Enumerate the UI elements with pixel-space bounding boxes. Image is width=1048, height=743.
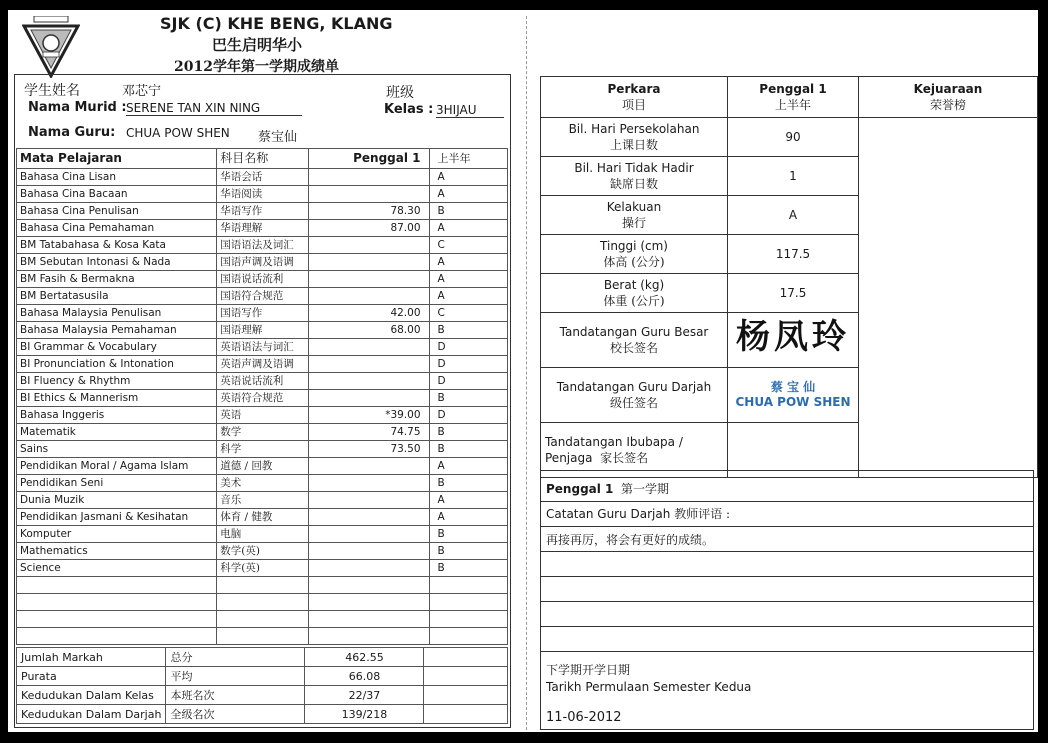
divider bbox=[541, 601, 1033, 602]
divider bbox=[541, 576, 1033, 577]
report-card-sheet bbox=[8, 10, 1038, 732]
subject-name: Bahasa Cina Lisan bbox=[17, 169, 217, 186]
subject-name-cn: 英语语法与词汇 bbox=[217, 339, 309, 356]
table-row bbox=[17, 492, 508, 509]
subject-mark: *39.00 bbox=[308, 407, 429, 424]
subject-mark bbox=[308, 254, 429, 271]
divider bbox=[541, 501, 1033, 502]
parent-sign-label-cn: 家长签名 bbox=[600, 451, 649, 465]
summary-value: 139/218 bbox=[305, 705, 424, 724]
stamp-name: CHUA POW SHEN bbox=[735, 395, 851, 409]
subject-name: Komputer bbox=[17, 526, 217, 543]
subjects-table bbox=[16, 148, 508, 645]
term-header: Penggal 1 bbox=[308, 149, 429, 169]
summary-label-cn: 总分 bbox=[166, 648, 305, 667]
stamp-name-cn: 蔡 宝 仙 bbox=[770, 380, 816, 394]
table-row bbox=[17, 526, 508, 543]
term-cn-header: 上半年 bbox=[774, 98, 811, 112]
table-row bbox=[17, 373, 508, 390]
subject-mark bbox=[308, 339, 429, 356]
subject-name: Mathematics bbox=[17, 543, 217, 560]
subject-mark: 42.00 bbox=[308, 305, 429, 322]
table-row bbox=[17, 305, 508, 322]
subject-name-cn: 华语会话 bbox=[217, 169, 309, 186]
student-name-cn: 邓芯宁 bbox=[122, 84, 162, 99]
summary-value: 462.55 bbox=[305, 648, 424, 667]
subject-mark: 68.00 bbox=[308, 322, 429, 339]
subject-mark: 74.75 bbox=[308, 424, 429, 441]
subject-grade: B bbox=[429, 560, 508, 577]
summary-label-cn: 平均 bbox=[166, 667, 305, 686]
divider bbox=[541, 626, 1033, 627]
summary-row bbox=[17, 705, 508, 724]
subject-grade: B bbox=[429, 322, 508, 339]
empty-row bbox=[17, 611, 508, 628]
subject-name: Bahasa Malaysia Penulisan bbox=[17, 305, 217, 322]
table-row bbox=[17, 560, 508, 577]
subject-name: Pendidikan Jasmani & Kesihatan bbox=[17, 509, 217, 526]
table-row bbox=[17, 254, 508, 271]
attendance-label: Berat (kg) bbox=[603, 278, 665, 292]
subject-grade: B bbox=[429, 390, 508, 407]
subject-name: Bahasa Inggeris bbox=[17, 407, 217, 424]
subject-name: Bahasa Cina Pemahaman bbox=[17, 220, 217, 237]
subject-name-cn: 国语符合规范 bbox=[217, 288, 309, 305]
subject-grade: C bbox=[429, 237, 508, 254]
subject-name-cn: 体育 / 健教 bbox=[217, 509, 309, 526]
empty-row bbox=[17, 628, 508, 645]
table-row bbox=[17, 424, 508, 441]
subject-mark bbox=[308, 390, 429, 407]
subject-name-cn: 英语 bbox=[217, 407, 309, 424]
comments-label-cn: 教师评语 : bbox=[674, 507, 731, 521]
principal-signature: 杨凤玲 bbox=[736, 316, 850, 357]
student-name-label: Nama Murid : bbox=[28, 100, 127, 115]
subject-name-cn: 数学(英) bbox=[217, 543, 309, 560]
kejuaraan-cn-header: 荣誉榜 bbox=[929, 98, 966, 112]
attendance-label-cn: 体重 (公斤) bbox=[603, 294, 665, 308]
table-row bbox=[17, 543, 508, 560]
subject-grade: B bbox=[429, 475, 508, 492]
subject-name-cn: 华语理解 bbox=[217, 220, 309, 237]
table-row bbox=[17, 322, 508, 339]
table-row bbox=[17, 339, 508, 356]
subject-name: Pendidikan Seni bbox=[17, 475, 217, 492]
subject-name: Pendidikan Moral / Agama Islam bbox=[17, 458, 217, 475]
class-teacher-sign-label-cn: 级任签名 bbox=[609, 396, 658, 410]
summary-row bbox=[17, 667, 508, 686]
comments-term-cn: 第一学期 bbox=[621, 482, 670, 496]
summary-label-cn: 全级名次 bbox=[166, 705, 305, 724]
subject-grade: A bbox=[429, 169, 508, 186]
table-row bbox=[17, 458, 508, 475]
comments-term-heading bbox=[546, 480, 669, 497]
class-teacher-sign-label: Tandatangan Guru Darjah bbox=[556, 380, 712, 394]
subject-grade: B bbox=[429, 526, 508, 543]
subject-name-cn: 国语声调及语调 bbox=[217, 254, 309, 271]
teacher-name-cn: 蔡宝仙 bbox=[258, 130, 298, 145]
subject-name: Dunia Muzik bbox=[17, 492, 217, 509]
perkara-header: Perkara bbox=[607, 82, 661, 96]
subject-mark bbox=[308, 373, 429, 390]
table-row bbox=[17, 407, 508, 424]
subject-mark bbox=[308, 543, 429, 560]
comments-term: Penggal 1 bbox=[546, 482, 614, 496]
subject-grade: A bbox=[429, 288, 508, 305]
subject-name-cn: 美术 bbox=[217, 475, 309, 492]
subject-grade: B bbox=[429, 203, 508, 220]
subject-name: BI Fluency & Rhythm bbox=[17, 373, 217, 390]
student-name: SERENE TAN XIN NING bbox=[126, 101, 302, 116]
attendance-label: Kelakuan bbox=[606, 200, 662, 214]
summary-row bbox=[17, 648, 508, 667]
subject-grade: D bbox=[429, 407, 508, 424]
summary-value: 66.08 bbox=[305, 667, 424, 686]
term-cn-header: 上半年 bbox=[429, 149, 508, 169]
table-row bbox=[17, 237, 508, 254]
attendance-value: 1 bbox=[728, 157, 859, 196]
next-term-date: 11-06-2012 bbox=[546, 710, 622, 725]
attendance-label-cn: 操行 bbox=[621, 216, 646, 230]
attendance-value: 17.5 bbox=[728, 274, 859, 313]
class-value: 3HIJAU bbox=[436, 103, 504, 118]
attendance-label: Bil. Hari Tidak Hadir bbox=[574, 161, 694, 175]
subject-mark: 73.50 bbox=[308, 441, 429, 458]
summary-label: Purata bbox=[17, 667, 166, 686]
subject-name: BI Ethics & Mannerism bbox=[17, 390, 217, 407]
comments-label: Catatan Guru Darjah bbox=[546, 507, 671, 521]
table-row bbox=[17, 271, 508, 288]
comments-heading bbox=[546, 505, 730, 522]
attendance-table bbox=[540, 76, 1038, 478]
subject-grade: C bbox=[429, 305, 508, 322]
teacher-name: CHUA POW SHEN bbox=[126, 126, 230, 140]
subject-grade: B bbox=[429, 424, 508, 441]
subject-grade: A bbox=[429, 492, 508, 509]
subject-mark bbox=[308, 186, 429, 203]
divider bbox=[541, 651, 1033, 652]
subject-name: BM Fasih & Bermakna bbox=[17, 271, 217, 288]
principal-sign-label-cn: 校长签名 bbox=[609, 341, 658, 355]
subject-mark bbox=[308, 288, 429, 305]
subject-name-cn: 国语理解 bbox=[217, 322, 309, 339]
subject-name-cn: 国语说话流利 bbox=[217, 271, 309, 288]
subject-name: Science bbox=[17, 560, 217, 577]
subject-grade: A bbox=[429, 220, 508, 237]
subject-name: Sains bbox=[17, 441, 217, 458]
summary-value: 22/37 bbox=[305, 686, 424, 705]
summary-label: Jumlah Markah bbox=[17, 648, 166, 667]
subject-grade: B bbox=[429, 543, 508, 560]
subject-name-cn: 英语说话流利 bbox=[217, 373, 309, 390]
subject-mark: 87.00 bbox=[308, 220, 429, 237]
teacher-comment: 再接再厉，将会有更好的成绩。 bbox=[546, 533, 715, 547]
subject-mark bbox=[308, 271, 429, 288]
attendance-label: Tinggi (cm) bbox=[600, 239, 668, 253]
comments-panel bbox=[540, 470, 1034, 730]
subject-grade: A bbox=[429, 458, 508, 475]
subject-mark bbox=[308, 560, 429, 577]
subject-mark bbox=[308, 356, 429, 373]
subjects-header-row bbox=[17, 149, 508, 169]
subject-name: Bahasa Cina Penulisan bbox=[17, 203, 217, 220]
summary-label: Kedudukan Dalam Kelas bbox=[17, 686, 166, 705]
table-row bbox=[17, 220, 508, 237]
subject-mark bbox=[308, 475, 429, 492]
table-row bbox=[17, 441, 508, 458]
divider bbox=[541, 551, 1033, 552]
summary-label-cn: 本班名次 bbox=[166, 686, 305, 705]
kejuaraan-cell bbox=[859, 118, 1038, 478]
subject-name: BI Grammar & Vocabulary bbox=[17, 339, 217, 356]
subject-name-cn: 电脑 bbox=[217, 526, 309, 543]
subject-grade: D bbox=[429, 373, 508, 390]
student-name-cn-label: 学生姓名 bbox=[24, 83, 80, 99]
subject-mark bbox=[308, 169, 429, 186]
next-term-label: Tarikh Permulaan Semester Kedua bbox=[546, 680, 752, 694]
subject-grade: A bbox=[429, 509, 508, 526]
subject-mark bbox=[308, 237, 429, 254]
subject-mark bbox=[308, 526, 429, 543]
divider bbox=[541, 526, 1033, 527]
attendance-value: 90 bbox=[728, 118, 859, 157]
subject-name: Matematik bbox=[17, 424, 217, 441]
perkara-cn-header: 项目 bbox=[621, 98, 646, 112]
subject-grade: D bbox=[429, 356, 508, 373]
subject-grade: A bbox=[429, 186, 508, 203]
school-name-cn: 巴生启明华小 bbox=[212, 36, 303, 54]
right-header-row bbox=[541, 77, 1038, 118]
subject-mark bbox=[308, 509, 429, 526]
subject-name-cn: 国语写作 bbox=[217, 305, 309, 322]
subject-name-cn: 华语写作 bbox=[217, 203, 309, 220]
summary-table bbox=[16, 647, 508, 724]
subject-name: BM Sebutan Intonasi & Nada bbox=[17, 254, 217, 271]
attendance-value: 117.5 bbox=[728, 235, 859, 274]
teacher-label: Nama Guru: bbox=[28, 125, 116, 140]
parent-sign-label-2: Penjaga bbox=[545, 451, 593, 465]
school-name: SJK (C) KHE BENG, KLANG bbox=[160, 14, 393, 33]
subject-mark bbox=[308, 458, 429, 475]
teacher-stamp bbox=[729, 380, 857, 410]
subject-name: BM Tatabahasa & Kosa Kata bbox=[17, 237, 217, 254]
subject-mark: 78.30 bbox=[308, 203, 429, 220]
parent-sign-label-1: Tandatangan Ibubapa / bbox=[545, 435, 683, 449]
subject-grade: A bbox=[429, 271, 508, 288]
school-logo bbox=[22, 16, 80, 78]
summary-label: Kedudukan Dalam Darjah bbox=[17, 705, 166, 724]
attendance-label-cn: 上课日数 bbox=[609, 138, 658, 152]
attendance-label-cn: 缺席日数 bbox=[609, 177, 658, 191]
subject-name-cn: 科学 bbox=[217, 441, 309, 458]
principal-sign-label: Tandatangan Guru Besar bbox=[559, 325, 709, 339]
subject-name-cn: 道德 / 回教 bbox=[217, 458, 309, 475]
class-label: Kelas : bbox=[384, 102, 434, 117]
subject-name: BM Bertatasusila bbox=[17, 288, 217, 305]
subject-mark bbox=[308, 492, 429, 509]
subject-header: Mata Pelajaran bbox=[17, 149, 217, 169]
subject-name: Bahasa Malaysia Pemahaman bbox=[17, 322, 217, 339]
table-row bbox=[17, 203, 508, 220]
summary-row bbox=[17, 686, 508, 705]
attendance-label-cn: 体高 (公分) bbox=[603, 255, 665, 269]
table-row bbox=[17, 288, 508, 305]
table-row bbox=[17, 509, 508, 526]
attendance-value: A bbox=[728, 196, 859, 235]
subject-name-cn: 英语声调及语调 bbox=[217, 356, 309, 373]
table-row bbox=[17, 186, 508, 203]
attendance-label: Bil. Hari Persekolahan bbox=[568, 122, 700, 136]
report-title: 2012学年第一学期成绩单 bbox=[174, 59, 339, 75]
kejuaraan-header: Kejuaraan bbox=[913, 82, 983, 96]
empty-row bbox=[17, 594, 508, 611]
subject-name-cn: 华语阅读 bbox=[217, 186, 309, 203]
table-row bbox=[17, 169, 508, 186]
subject-grade: A bbox=[429, 254, 508, 271]
subject-name-cn: 科学(英) bbox=[217, 560, 309, 577]
subject-cn-header: 科目名称 bbox=[217, 149, 309, 169]
term-header: Penggal 1 bbox=[759, 82, 827, 96]
subject-name-cn: 数学 bbox=[217, 424, 309, 441]
subject-grade: B bbox=[429, 441, 508, 458]
table-row bbox=[541, 118, 1038, 157]
table-row bbox=[17, 475, 508, 492]
subject-name: Bahasa Cina Bacaan bbox=[17, 186, 217, 203]
subject-grade: D bbox=[429, 339, 508, 356]
table-row bbox=[17, 356, 508, 373]
table-row bbox=[17, 390, 508, 407]
next-term-label-cn: 下学期开学日期 bbox=[546, 663, 631, 677]
fold-line bbox=[526, 16, 527, 730]
subject-name-cn: 音乐 bbox=[217, 492, 309, 509]
subject-name: BI Pronunciation & Intonation bbox=[17, 356, 217, 373]
subject-name-cn: 英语符合规范 bbox=[217, 390, 309, 407]
subject-name-cn: 国语语法及词汇 bbox=[217, 237, 309, 254]
class-cn-label: 班级 bbox=[386, 85, 414, 101]
empty-row bbox=[17, 577, 508, 594]
